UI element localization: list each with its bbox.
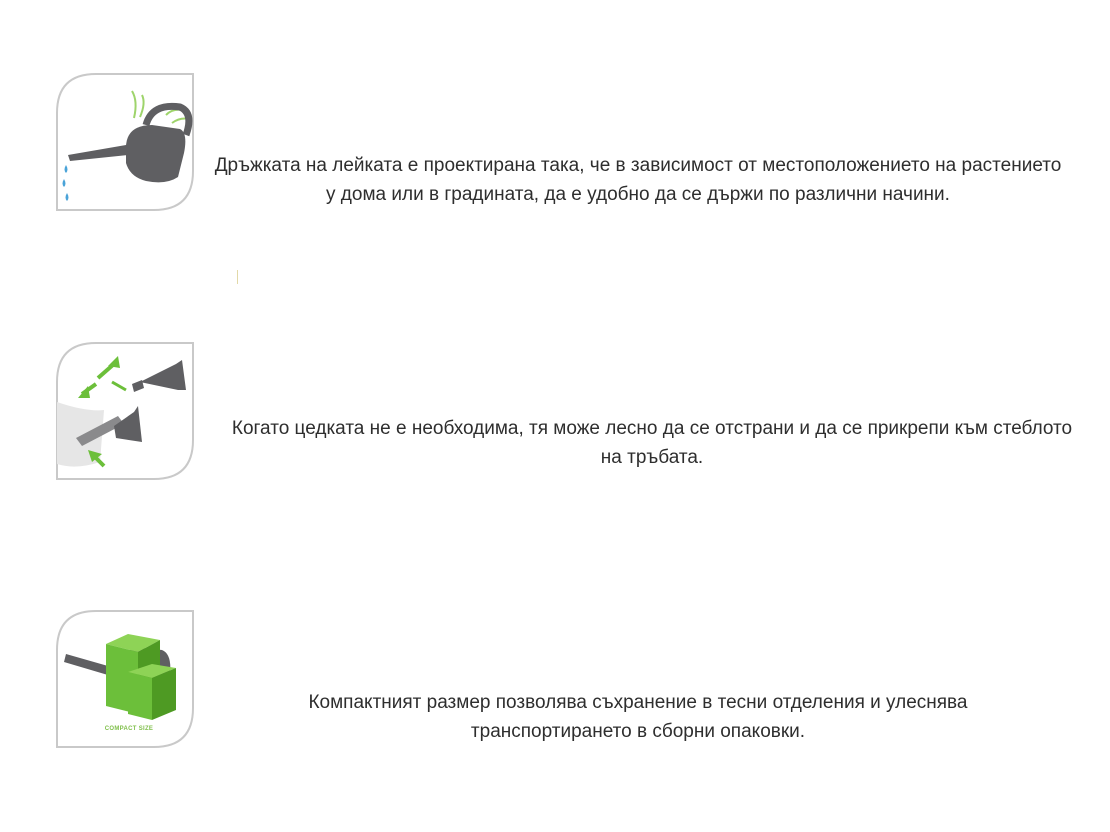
divider-mark [237, 270, 238, 284]
feature-description: Дръжката на лейката е проектирана така, че в зависимост от местоположението на растението у дома или в градината, да е удобно да се държи по различни начини. [214, 155, 1062, 205]
feature-description: Когато цедката не е необходима, тя може лесно да се отстрани и да се прикрепи към стеблото на тръбата. [231, 418, 1073, 468]
compact-size-caption: COMPACT SIZE [104, 726, 154, 732]
feature-description: Компактният размер позволява съхранение в тесни отделения и улеснява транспортирането в сборни опаковки. [308, 692, 968, 742]
watering-can-pour-icon [56, 73, 194, 211]
detachable-spout-icon [56, 342, 194, 480]
compact-size-icon [56, 610, 194, 748]
